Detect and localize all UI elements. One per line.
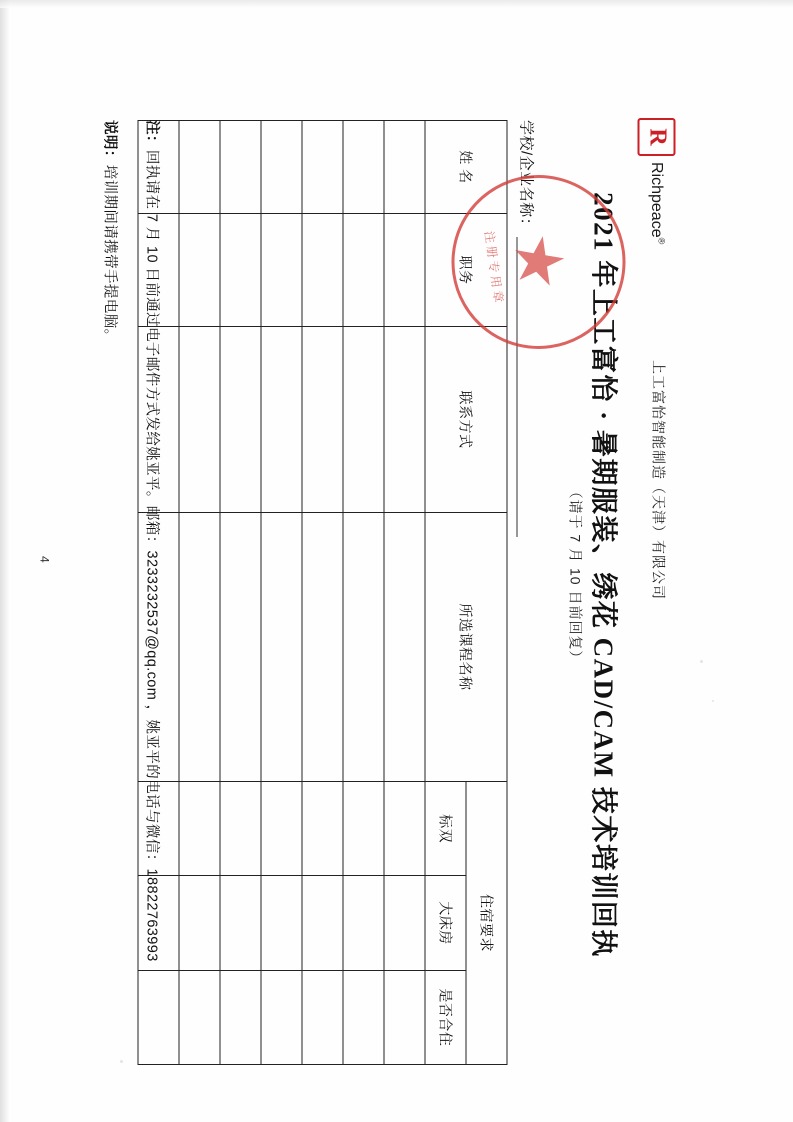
cell-contact[interactable] — [179, 327, 220, 513]
cell-share[interactable] — [384, 970, 425, 1064]
cell-post[interactable] — [302, 214, 343, 327]
page-title: 2021 年上工富怡 · 暑期服装、绣花 CAD/CAM 技术培训回执 — [588, 192, 618, 958]
table-row[interactable] — [302, 121, 343, 1065]
cell-name[interactable] — [179, 121, 220, 214]
cell-king[interactable] — [384, 876, 425, 970]
table-row[interactable] — [261, 121, 302, 1065]
cell-name[interactable] — [384, 121, 425, 214]
cell-course[interactable] — [179, 513, 220, 782]
cell-contact[interactable] — [302, 327, 343, 513]
company-name: 上工富怡智能制造（天津）有限公司 — [650, 360, 666, 600]
cell-contact[interactable] — [220, 327, 261, 513]
cell-course[interactable] — [302, 513, 343, 782]
header-name: 姓 名 — [425, 121, 507, 214]
cell-name[interactable] — [302, 121, 343, 214]
cell-contact[interactable] — [343, 327, 384, 513]
header-king-room: 大床房 — [425, 876, 466, 970]
cell-share[interactable] — [302, 970, 343, 1064]
cell-king[interactable] — [220, 876, 261, 970]
cell-twin[interactable] — [261, 782, 302, 876]
cell-post[interactable] — [343, 214, 384, 327]
header-post: 职务 — [425, 214, 507, 327]
cell-post[interactable] — [384, 214, 425, 327]
table-row[interactable] — [384, 121, 425, 1065]
cell-twin[interactable] — [384, 782, 425, 876]
cell-contact[interactable] — [261, 327, 302, 513]
table-row[interactable] — [220, 121, 261, 1065]
cell-king[interactable] — [343, 876, 384, 970]
note-text: 回执请在 7 月 10 日前通过电子邮件方式发给姚亚平。邮箱：3233232537@qq.com ，姚亚平的电话与微信：18822763993 — [143, 149, 159, 962]
table-body — [138, 121, 425, 1065]
cell-course[interactable] — [220, 513, 261, 782]
cell-post[interactable] — [179, 214, 220, 327]
note-text: 培训期间请携带手提电脑。 — [101, 164, 117, 344]
note-return-deadline — [142, 120, 163, 962]
page-subtitle: （请于 7 月 10 日前回复） — [567, 484, 583, 666]
star-icon — [509, 233, 568, 292]
cell-twin[interactable] — [220, 782, 261, 876]
cell-share[interactable] — [261, 970, 302, 1064]
cell-king[interactable] — [302, 876, 343, 970]
header-share-room: 是否合住 — [425, 970, 466, 1064]
cell-course[interactable] — [343, 513, 384, 782]
cell-twin[interactable] — [302, 782, 343, 876]
header-course: 所选课程名称 — [425, 513, 507, 782]
logo-mark-icon: R — [637, 118, 675, 156]
note-label: 注： — [143, 120, 159, 150]
cell-course[interactable] — [384, 513, 425, 782]
cell-king[interactable] — [179, 876, 220, 970]
cell-post[interactable] — [261, 214, 302, 327]
cell-share[interactable] — [220, 970, 261, 1064]
header-accommodation: 住宿要求 — [466, 782, 507, 1065]
page-number: 4 — [37, 556, 51, 563]
cell-share[interactable] — [343, 970, 384, 1064]
cell-share[interactable] — [179, 970, 220, 1064]
richpeace-logo — [637, 118, 675, 244]
cell-king[interactable] — [261, 876, 302, 970]
cell-share[interactable] — [138, 970, 179, 1064]
logo-wordmark — [646, 162, 665, 244]
cell-post[interactable] — [220, 214, 261, 327]
table-row[interactable] — [179, 121, 220, 1065]
table-row[interactable] — [343, 121, 384, 1065]
cell-course[interactable] — [261, 513, 302, 782]
cell-contact[interactable] — [384, 327, 425, 513]
cell-name[interactable] — [220, 121, 261, 214]
note-laptop — [100, 120, 121, 344]
stamp-bottom-text: 注册专用章 — [481, 230, 506, 307]
registered-trademark-icon: ® — [655, 237, 666, 245]
cell-name[interactable] — [343, 121, 384, 214]
cell-twin[interactable] — [343, 782, 384, 876]
header-twin-room: 标双 — [425, 782, 466, 876]
logo-text: Richpeace — [647, 162, 665, 238]
note-label: 说明： — [101, 120, 117, 165]
header-contact: 联系方式 — [425, 327, 507, 513]
organization-label: 学校/企业名称： — [517, 120, 534, 234]
cell-twin[interactable] — [179, 782, 220, 876]
cell-name[interactable] — [261, 121, 302, 214]
